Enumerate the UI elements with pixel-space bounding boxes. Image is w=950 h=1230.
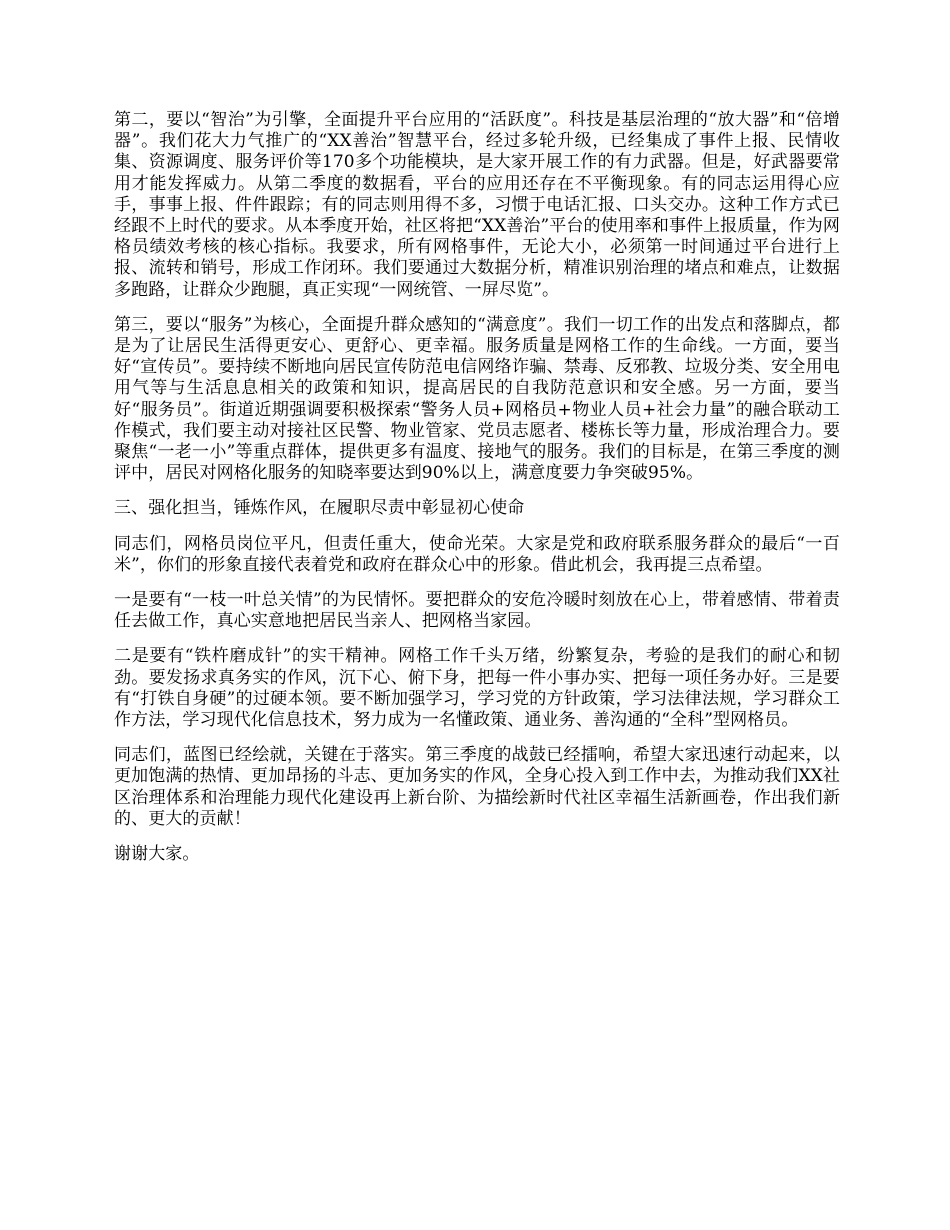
paragraph-hope-1: 一是要有“一枝一叶总关情”的为民情怀。要把群众的安危冷暖时刻放在心上，带着感情、带着责任去做工作，真心实意地把居民当亲人、把网格当家园。 [114,590,840,632]
document-page [114,110,840,879]
paragraph-smart-governance: 第二，要以“智治”为引擎，全面提升平台应用的“活跃度”。科技是基层治理的“放大器”和“倍增器”。我们花大力气推广的“XX善治”智慧平台，经过多轮升级，已经集成了事件上报、民情收集、资源调度、服务评价等170多个功能模块，是大家开展工作的有力武器。但是，好武器要常用才能发挥威力。从第二季度的数据看，平台的应用还存在不平衡现象。有的同志运用得心应手，事事上报、件件跟踪；有的同志则用得不多，习惯于电话汇报、口头交办。这种工作方式已经跟不上时代的要求。从本季度开始，社区将把“XX善治”平台的使用率和事件上报质量，作为网格员绩效考核的核心指标。我要求，所有网格事件，无论大小，必须第一时间通过平台进行上报、流转和销号，形成工作闭环。我们要通过大数据分析，精准识别治理的堵点和难点，让数据多跑路，让群众少跑腿，真正实现“一网统管、一屏尽览”。 [114,110,840,300]
section-heading-3: 三、强化担当，锤炼作风，在履职尽责中彰显初心使命 [114,498,525,519]
paragraph-hope-2-3: 二是要有“铁杵磨成针”的实干精神。网格工作千头万绪，纷繁复杂，考验的是我们的耐心和韧劲。要发扬求真务实的作风，沉下心、俯下身，把每一件小事办实、把每一项任务办好。三是要有“打铁自身硬”的过硬本领。要不断加强学习，学习党的方针政策，学习法律法规，学习群众工作方法，学习现代化信息技术，努力成为一名懂政策、通业务、善沟通的“全科”型网格员。 [114,646,840,731]
paragraph-comrades-intro: 同志们，网格员岗位平凡，但责任重大，使命光荣。大家是党和政府联系服务群众的最后“一百米”，你们的形象直接代表着党和政府在群众心中的形象。借此机会，我再提三点希望。 [114,533,840,575]
paragraph-service-core: 第三，要以“服务”为核心，全面提升群众感知的“满意度”。我们一切工作的出发点和落脚点，都是为了让居民生活得更安心、更舒心、更幸福。服务质量是网格工作的生命线。一方面，要当好“宣传员”。要持续不断地向居民宣传防范电信网络诈骗、禁毒、反邪教、垃圾分类、安全用电用气等与生活息息相关的政策和知识，提高居民的自我防范意识和安全感。另一方面，要当好“服务员”。街道近期强调要积极探索“警务人员+网格员+物业人员+社会力量”的融合联动工作模式，我们要主动对接社区民警、物业管家、党员志愿者、楼栋长等力量，形成治理合力。要聚焦“一老一小”等重点群体，提供更多有温度、接地气的服务。我们的目标是，在第三季度的测评中，居民对网格化服务的知晓率要达到90%以上，满意度要力争突破95%。 [114,314,840,484]
paragraph-thanks: 谢谢大家。 [114,844,200,865]
paragraph-closing: 同志们，蓝图已经绘就，关键在于落实。第三季度的战鼓已经擂响，希望大家迅速行动起来，以更加饱满的热情、更加昂扬的斗志、更加务实的作风，全身心投入到工作中去，为推动我们XX社区治理体系和治理能力现代化建设再上新台阶、为描绘新时代社区幸福生活新画卷，作出我们新的、更大的贡献！ [114,745,840,829]
